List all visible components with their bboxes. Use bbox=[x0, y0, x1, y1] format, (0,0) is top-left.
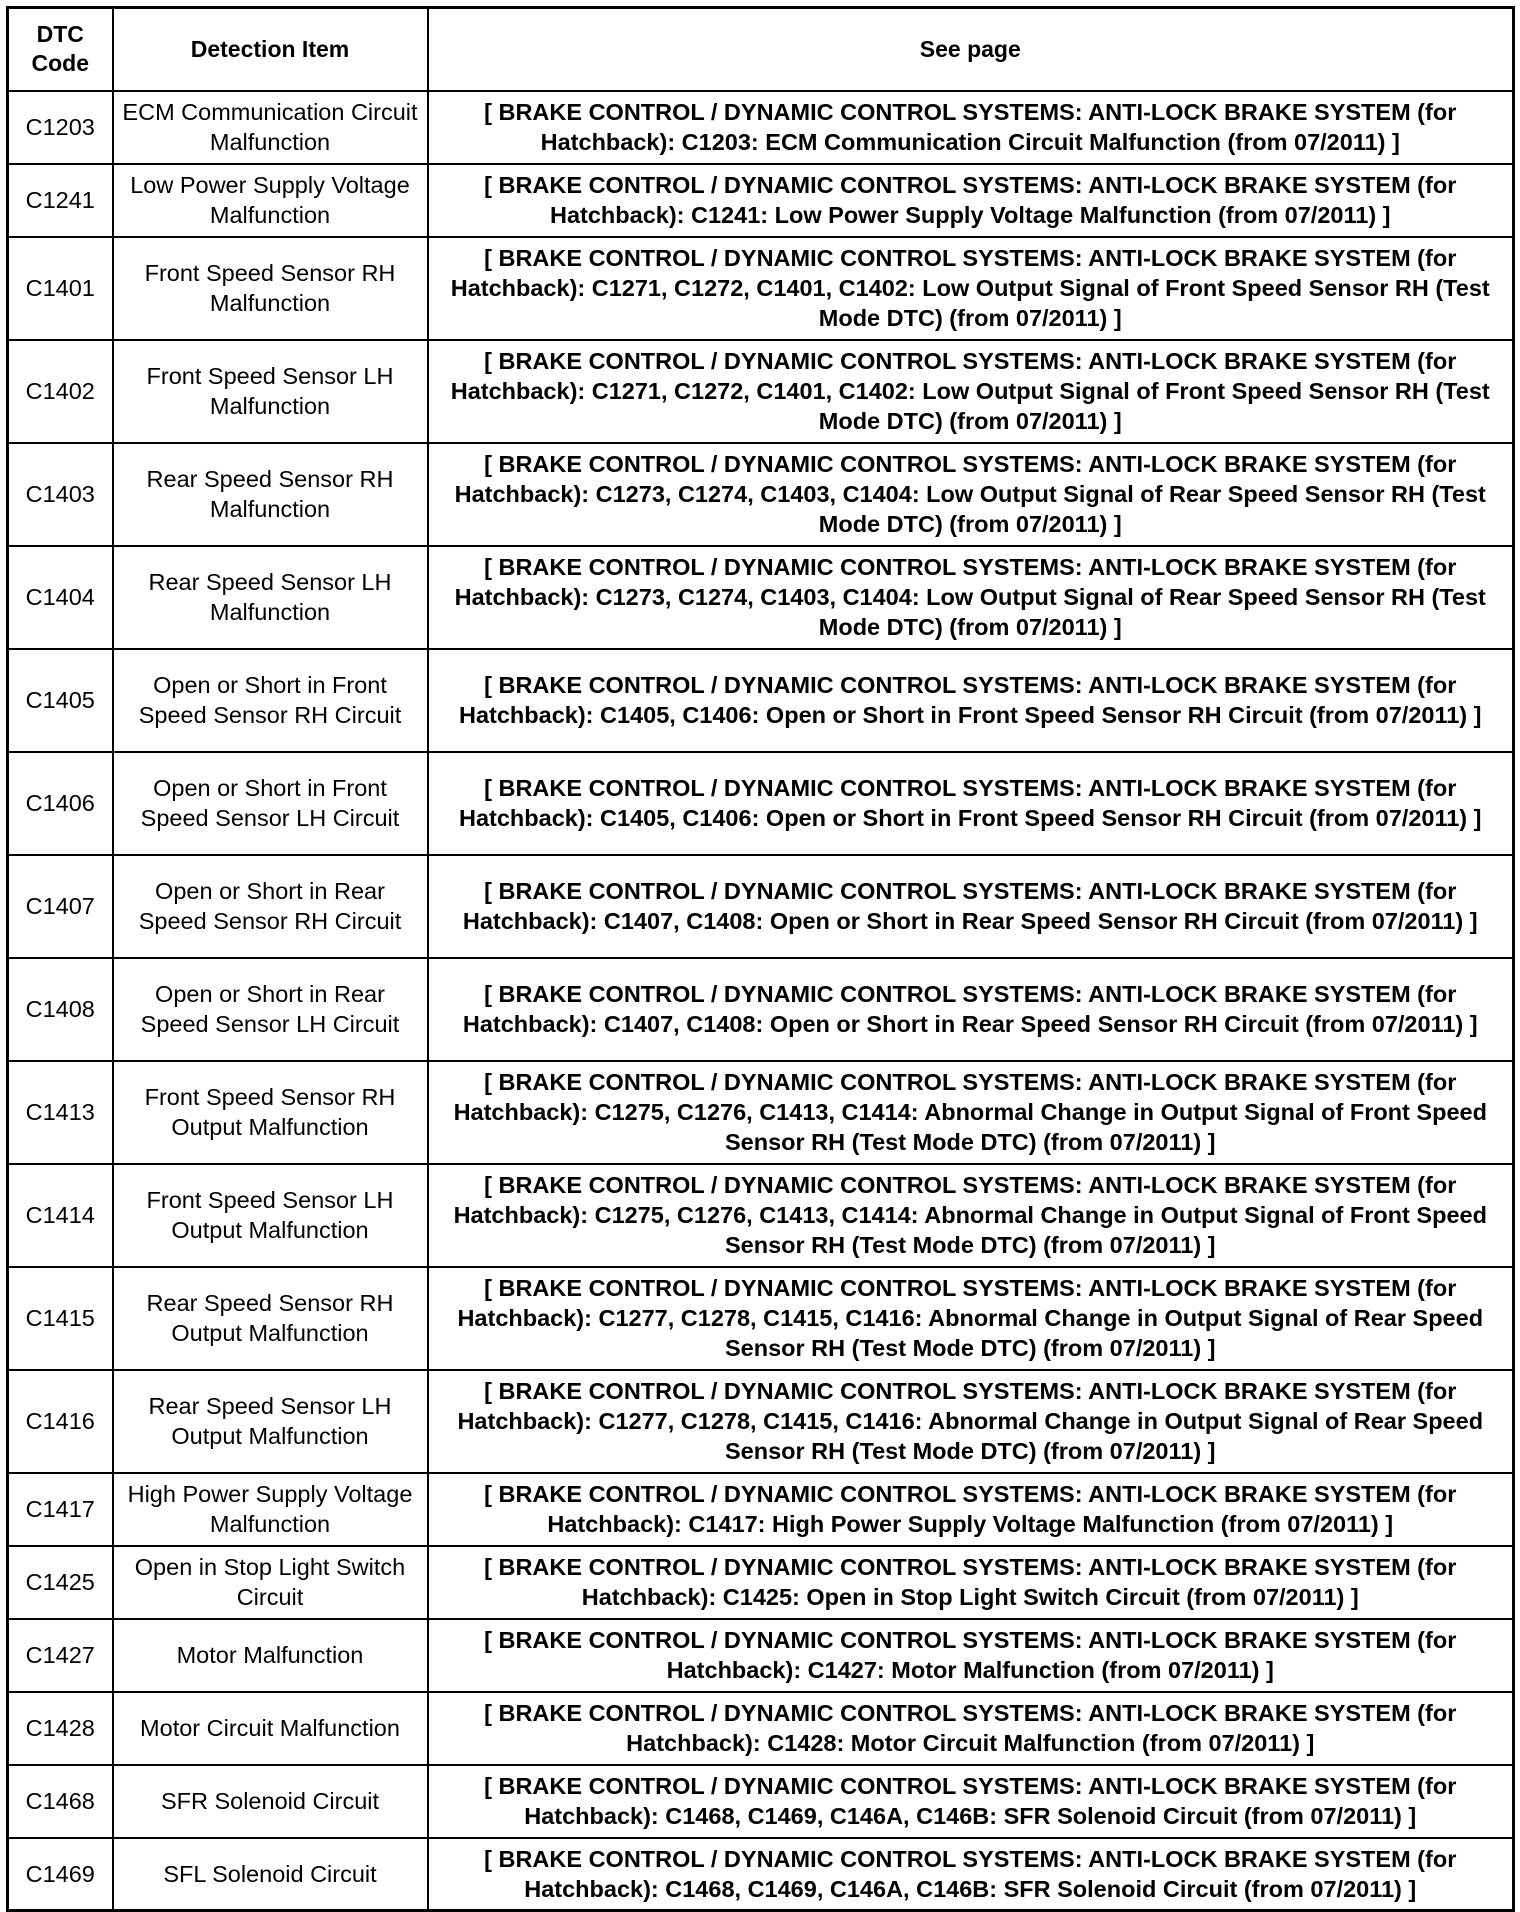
table-row bbox=[8, 1370, 1514, 1473]
detection-item-cell: SFR Solenoid Circuit bbox=[113, 1765, 428, 1838]
detection-item-cell: Open or Short in Rear Speed Sensor RH Circuit bbox=[113, 855, 428, 958]
detection-item-cell: Front Speed Sensor LH Malfunction bbox=[113, 340, 428, 443]
table-row bbox=[8, 237, 1514, 340]
see-page-link[interactable]: [ BRAKE CONTROL / DYNAMIC CONTROL SYSTEMS: ANTI-LOCK BRAKE SYSTEM (for Hatchback): C1277, C1278, C1415, C1416: Abnormal Change in Output Signal of Rear Speed Sensor RH (Test Mode DTC) (from 07/2011) ] bbox=[428, 1370, 1514, 1473]
see-page-link[interactable]: [ BRAKE CONTROL / DYNAMIC CONTROL SYSTEMS: ANTI-LOCK BRAKE SYSTEM (for Hatchback): C1203: ECM Communication Circuit Malfunction (from 07/2011) ] bbox=[428, 91, 1514, 164]
detection-item-cell: SFL Solenoid Circuit bbox=[113, 1838, 428, 1911]
dtc-code-cell: C1404 bbox=[8, 546, 113, 649]
see-page-link[interactable]: [ BRAKE CONTROL / DYNAMIC CONTROL SYSTEMS: ANTI-LOCK BRAKE SYSTEM (for Hatchback): C1427: Motor Malfunction (from 07/2011) ] bbox=[428, 1619, 1514, 1692]
see-page-link[interactable]: [ BRAKE CONTROL / DYNAMIC CONTROL SYSTEMS: ANTI-LOCK BRAKE SYSTEM (for Hatchback): C1417: High Power Supply Voltage Malfunction (from 07/2011) ] bbox=[428, 1473, 1514, 1546]
see-page-link[interactable]: [ BRAKE CONTROL / DYNAMIC CONTROL SYSTEMS: ANTI-LOCK BRAKE SYSTEM (for Hatchback): C1271, C1272, C1401, C1402: Low Output Signal of Front Speed Sensor RH (Test Mode DTC) (from 07/2011) ] bbox=[428, 237, 1514, 340]
detection-item-cell: Rear Speed Sensor RH Malfunction bbox=[113, 443, 428, 546]
see-page-link[interactable]: [ BRAKE CONTROL / DYNAMIC CONTROL SYSTEMS: ANTI-LOCK BRAKE SYSTEM (for Hatchback): C1241: Low Power Supply Voltage Malfunction (from 07/2011) ] bbox=[428, 164, 1514, 237]
dtc-code-cell: C1406 bbox=[8, 752, 113, 855]
table-row bbox=[8, 752, 1514, 855]
table-row bbox=[8, 855, 1514, 958]
dtc-code-cell: C1428 bbox=[8, 1692, 113, 1765]
detection-item-cell: Low Power Supply Voltage Malfunction bbox=[113, 164, 428, 237]
detection-item-cell: Open or Short in Rear Speed Sensor LH Circuit bbox=[113, 958, 428, 1061]
detection-item-cell: Front Speed Sensor RH Malfunction bbox=[113, 237, 428, 340]
dtc-code-cell: C1401 bbox=[8, 237, 113, 340]
see-page-link[interactable]: [ BRAKE CONTROL / DYNAMIC CONTROL SYSTEMS: ANTI-LOCK BRAKE SYSTEM (for Hatchback): C1468, C1469, C146A, C146B: SFR Solenoid Circuit (from 07/2011) ] bbox=[428, 1765, 1514, 1838]
see-page-link[interactable]: [ BRAKE CONTROL / DYNAMIC CONTROL SYSTEMS: ANTI-LOCK BRAKE SYSTEM (for Hatchback): C1405, C1406: Open or Short in Front Speed Sensor RH Circuit (from 07/2011) ] bbox=[428, 752, 1514, 855]
table-row bbox=[8, 546, 1514, 649]
table-row bbox=[8, 164, 1514, 237]
table-row bbox=[8, 1546, 1514, 1619]
table-row bbox=[8, 1267, 1514, 1370]
dtc-code-cell: C1416 bbox=[8, 1370, 113, 1473]
dtc-code-cell: C1427 bbox=[8, 1619, 113, 1692]
see-page-link[interactable]: [ BRAKE CONTROL / DYNAMIC CONTROL SYSTEMS: ANTI-LOCK BRAKE SYSTEM (for Hatchback): C1468, C1469, C146A, C146B: SFR Solenoid Circuit (from 07/2011) ] bbox=[428, 1838, 1514, 1911]
see-page-link[interactable]: [ BRAKE CONTROL / DYNAMIC CONTROL SYSTEMS: ANTI-LOCK BRAKE SYSTEM (for Hatchback): C1277, C1278, C1415, C1416: Abnormal Change in Output Signal of Rear Speed Sensor RH (Test Mode DTC) (from 07/2011) ] bbox=[428, 1267, 1514, 1370]
dtc-code-cell: C1402 bbox=[8, 340, 113, 443]
detection-item-cell: Motor Circuit Malfunction bbox=[113, 1692, 428, 1765]
dtc-code-cell: C1413 bbox=[8, 1061, 113, 1164]
table-row bbox=[8, 1692, 1514, 1765]
dtc-code-cell: C1469 bbox=[8, 1838, 113, 1911]
see-page-link[interactable]: [ BRAKE CONTROL / DYNAMIC CONTROL SYSTEMS: ANTI-LOCK BRAKE SYSTEM (for Hatchback): C1428: Motor Circuit Malfunction (from 07/2011) ] bbox=[428, 1692, 1514, 1765]
see-page-link[interactable]: [ BRAKE CONTROL / DYNAMIC CONTROL SYSTEMS: ANTI-LOCK BRAKE SYSTEM (for Hatchback): C1407, C1408: Open or Short in Rear Speed Sensor RH Circuit (from 07/2011) ] bbox=[428, 855, 1514, 958]
detection-item-cell: Open in Stop Light Switch Circuit bbox=[113, 1546, 428, 1619]
detection-item-cell: Front Speed Sensor LH Output Malfunction bbox=[113, 1164, 428, 1267]
dtc-code-cell: C1407 bbox=[8, 855, 113, 958]
see-page-link[interactable]: [ BRAKE CONTROL / DYNAMIC CONTROL SYSTEMS: ANTI-LOCK BRAKE SYSTEM (for Hatchback): C1271, C1272, C1401, C1402: Low Output Signal of Front Speed Sensor RH (Test Mode DTC) (from 07/2011) ] bbox=[428, 340, 1514, 443]
see-page-link[interactable]: [ BRAKE CONTROL / DYNAMIC CONTROL SYSTEMS: ANTI-LOCK BRAKE SYSTEM (for Hatchback): C1273, C1274, C1403, C1404: Low Output Signal of Rear Speed Sensor RH (Test Mode DTC) (from 07/2011) ] bbox=[428, 546, 1514, 649]
dtc-code-cell: C1241 bbox=[8, 164, 113, 237]
table-row bbox=[8, 1164, 1514, 1267]
detection-item-cell: Open or Short in Front Speed Sensor RH Circuit bbox=[113, 649, 428, 752]
dtc-code-cell: C1405 bbox=[8, 649, 113, 752]
detection-item-cell: Open or Short in Front Speed Sensor LH Circuit bbox=[113, 752, 428, 855]
table-row bbox=[8, 443, 1514, 546]
dtc-code-cell: C1203 bbox=[8, 91, 113, 164]
dtc-code-cell: C1417 bbox=[8, 1473, 113, 1546]
detection-item-cell: Motor Malfunction bbox=[113, 1619, 428, 1692]
detection-item-cell: Front Speed Sensor RH Output Malfunction bbox=[113, 1061, 428, 1164]
dtc-code-cell: C1403 bbox=[8, 443, 113, 546]
see-page-link[interactable]: [ BRAKE CONTROL / DYNAMIC CONTROL SYSTEMS: ANTI-LOCK BRAKE SYSTEM (for Hatchback): C1425: Open in Stop Light Switch Circuit (from 07/2011) ] bbox=[428, 1546, 1514, 1619]
see-page-link[interactable]: [ BRAKE CONTROL / DYNAMIC CONTROL SYSTEMS: ANTI-LOCK BRAKE SYSTEM (for Hatchback): C1275, C1276, C1413, C1414: Abnormal Change in Output Signal of Front Speed Sensor RH (Test Mode DTC) (from 07/2011) ] bbox=[428, 1164, 1514, 1267]
see-page-link[interactable]: [ BRAKE CONTROL / DYNAMIC CONTROL SYSTEMS: ANTI-LOCK BRAKE SYSTEM (for Hatchback): C1405, C1406: Open or Short in Front Speed Sensor RH Circuit (from 07/2011) ] bbox=[428, 649, 1514, 752]
detection-item-cell: ECM Communication Circuit Malfunction bbox=[113, 91, 428, 164]
header-row bbox=[8, 8, 1514, 91]
detection-item-cell: Rear Speed Sensor LH Output Malfunction bbox=[113, 1370, 428, 1473]
detection-item-cell: High Power Supply Voltage Malfunction bbox=[113, 1473, 428, 1546]
header-see-page: See page bbox=[428, 8, 1514, 91]
table-row bbox=[8, 1473, 1514, 1546]
table-row bbox=[8, 1838, 1514, 1911]
dtc-code-cell: C1415 bbox=[8, 1267, 113, 1370]
see-page-link[interactable]: [ BRAKE CONTROL / DYNAMIC CONTROL SYSTEMS: ANTI-LOCK BRAKE SYSTEM (for Hatchback): C1407, C1408: Open or Short in Rear Speed Sensor RH Circuit (from 07/2011) ] bbox=[428, 958, 1514, 1061]
table-row bbox=[8, 958, 1514, 1061]
dtc-code-cell: C1425 bbox=[8, 1546, 113, 1619]
header-dtc-code: DTC Code bbox=[8, 8, 113, 91]
detection-item-cell: Rear Speed Sensor LH Malfunction bbox=[113, 546, 428, 649]
table-row bbox=[8, 1765, 1514, 1838]
see-page-link[interactable]: [ BRAKE CONTROL / DYNAMIC CONTROL SYSTEMS: ANTI-LOCK BRAKE SYSTEM (for Hatchback): C1275, C1276, C1413, C1414: Abnormal Change in Output Signal of Front Speed Sensor RH (Test Mode DTC) (from 07/2011) ] bbox=[428, 1061, 1514, 1164]
dtc-code-cell: C1414 bbox=[8, 1164, 113, 1267]
detection-item-cell: Rear Speed Sensor RH Output Malfunction bbox=[113, 1267, 428, 1370]
dtc-code-cell: C1468 bbox=[8, 1765, 113, 1838]
dtc-table bbox=[6, 6, 1515, 1912]
table-row bbox=[8, 1619, 1514, 1692]
table-row bbox=[8, 1061, 1514, 1164]
table-row bbox=[8, 91, 1514, 164]
dtc-code-cell: C1408 bbox=[8, 958, 113, 1061]
header-detection-item: Detection Item bbox=[113, 8, 428, 91]
table-row bbox=[8, 340, 1514, 443]
see-page-link[interactable]: [ BRAKE CONTROL / DYNAMIC CONTROL SYSTEMS: ANTI-LOCK BRAKE SYSTEM (for Hatchback): C1273, C1274, C1403, C1404: Low Output Signal of Rear Speed Sensor RH (Test Mode DTC) (from 07/2011) ] bbox=[428, 443, 1514, 546]
table-row bbox=[8, 649, 1514, 752]
